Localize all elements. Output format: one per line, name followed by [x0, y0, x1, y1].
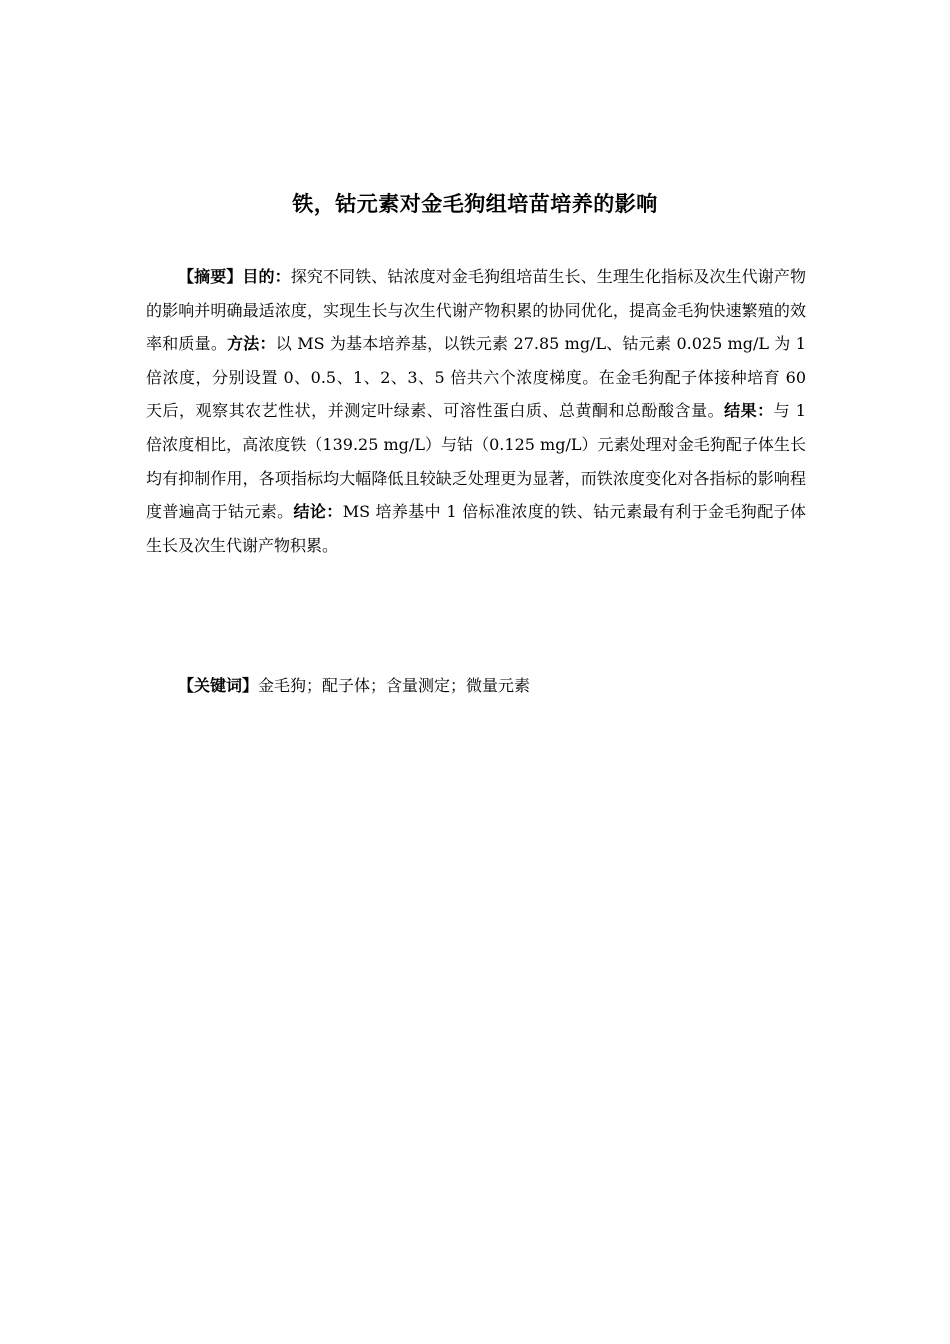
- purpose-label: 目的：: [242, 267, 291, 286]
- result-label: 结果：: [724, 401, 774, 421]
- paper-title: 铁，钴元素对金毛狗组培苗培养的影响: [292, 192, 658, 216]
- purpose-text: 探究不同铁、钴浓度对金毛狗组培苗生长、生理生化指标及次生代谢产物的影响并明确最适浓度，实现生长与次生代谢产物积累的协同优化，提高金毛狗快速繁殖的效率和质量。: [146, 267, 806, 354]
- abstract-paragraph: [146, 260, 806, 562]
- abstract-section: [146, 260, 806, 562]
- conclusion-label: 结论：: [293, 502, 343, 522]
- conclusion-text: MS 培养基中 1 倍标准浓度的铁、钴元素最有利于金毛狗配子体生长及次生代谢产物积累。: [146, 502, 806, 555]
- keywords-text: 金毛狗；配子体；含量测定；微量元素: [258, 676, 531, 695]
- method-text: 以 MS 为基本培养基，以铁元素 27.85 mg/L、钴元素 0.025 mg/L 为 1 倍浓度，分别设置 0、0.5、1、2、3、5 倍共六个浓度梯度。在金毛狗配子体接种培育 60 天后，观察其农艺性状，并测定叶绿素、可溶性蛋白质、总黄酮和总酚酸含量。: [146, 334, 806, 421]
- method-label: 方法：: [227, 334, 276, 354]
- result-text: 与 1 倍浓度相比，高浓度铁（139.25 mg/L）与钴（0.125 mg/L）元素处理对金毛狗配子体生长均有抑制作用，各项指标均大幅降低且较缺乏处理更为显著，而铁浓度变化对各指标的影响程度普遍高于钴元素。: [146, 401, 806, 522]
- keywords-label: 【关键词】: [178, 676, 259, 695]
- abstract-label: 【摘要】: [178, 267, 243, 286]
- keywords-section: [146, 669, 806, 703]
